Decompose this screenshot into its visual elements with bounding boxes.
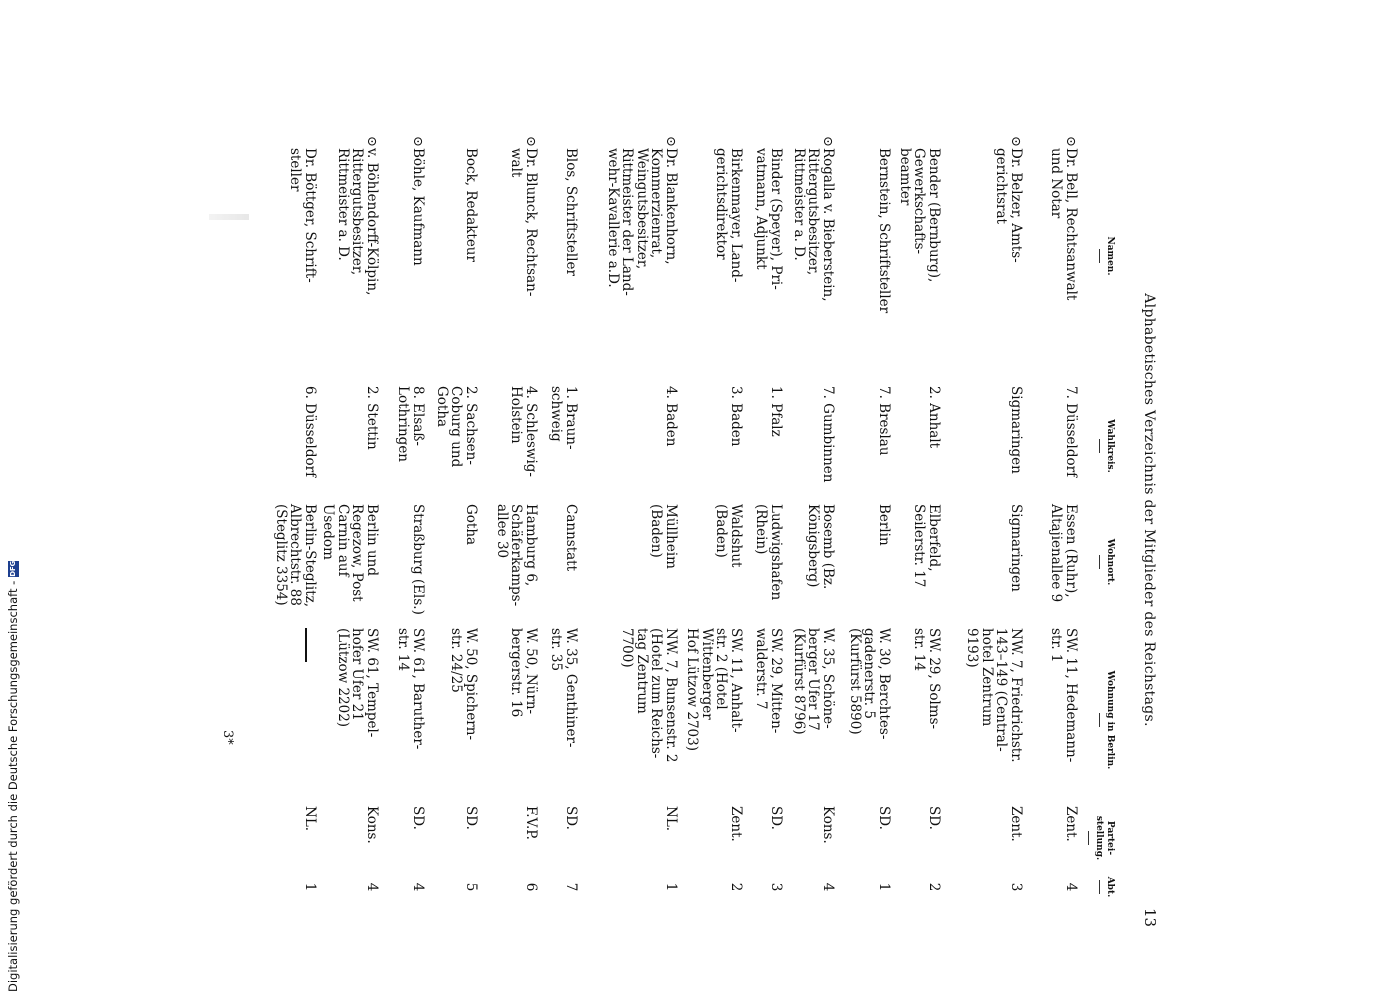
member-wahlkreis: 4. Schleswig- Holstein bbox=[508, 386, 539, 477]
member-partei: NL. bbox=[302, 806, 318, 832]
member-wohnung: W. 35, Genthiner- str. 35 bbox=[548, 628, 579, 748]
empty-dash bbox=[306, 628, 308, 662]
bullet-marker: ⊙ bbox=[1063, 136, 1078, 147]
member-wohnort: Hamburg 6, Schäferkamps- allee 30 bbox=[494, 504, 539, 607]
member-abteilung: 7 bbox=[563, 882, 579, 892]
footnote-text: Digitalisierung gefördert durch die Deutsche Forschungsgemeinschaft - bbox=[6, 580, 20, 992]
digitization-footnote bbox=[6, 560, 20, 992]
member-wahlkreis: 7. Gumbinnen bbox=[820, 386, 836, 483]
member-wohnort: Berlin bbox=[876, 504, 892, 546]
member-abteilung: 1 bbox=[876, 882, 892, 892]
member-wohnung: SW. 29, Mitten- walderstr. 7 bbox=[753, 628, 784, 734]
bullet-marker: ⊙ bbox=[364, 136, 379, 147]
member-partei: Zent. bbox=[1063, 806, 1079, 842]
bullet-marker: ⊙ bbox=[523, 136, 538, 147]
member-wohnort: Sigmaringen bbox=[1008, 504, 1024, 592]
member-wohnort: Ludwigshafen (Rhein) bbox=[753, 504, 784, 601]
member-partei: SD. bbox=[410, 806, 426, 830]
member-wohnung: W. 35, Schöne- berger Ufer 17 (Kurfürst 8796) bbox=[791, 628, 836, 735]
member-name: Dr. Böttger, Schrift- steller bbox=[287, 148, 318, 283]
member-name: Blos, Schriftsteller bbox=[563, 148, 579, 276]
member-abteilung: 4 bbox=[364, 882, 380, 892]
column-header-name-label: Namen. bbox=[1105, 236, 1115, 276]
column-header-partei-label: Partei- stellung. bbox=[1094, 815, 1115, 861]
bullet-marker: ⊙ bbox=[663, 136, 678, 147]
member-name: Bernstein, Schriftsteller bbox=[876, 148, 892, 314]
member-wahlkreis: 7. Breslau bbox=[876, 386, 892, 456]
column-header-name bbox=[1099, 196, 1115, 316]
member-wohnung-empty bbox=[303, 628, 318, 806]
member-name: Bender (Bernburg), Gewerkschafts- beamter bbox=[897, 148, 942, 283]
member-wahlkreis: 3. Baden bbox=[728, 386, 744, 447]
member-name: v. Böhlendorff-Kölpin, Rittergutsbesitzer, Rittmeister a. D. bbox=[335, 148, 380, 296]
member-wahlkreis: Sigmaringen bbox=[1008, 386, 1024, 474]
member-partei: Kons. bbox=[364, 806, 380, 844]
member-wahlkreis: 6. Düsseldorf bbox=[302, 386, 318, 478]
page-number: 13 bbox=[1141, 908, 1159, 928]
member-wohnung: NW. 7, Friedrichstr. 143–149 (Central- hotel Zentrum 9193) bbox=[964, 628, 1024, 763]
member-wahlkreis: 1. Pfalz bbox=[768, 386, 784, 437]
column-header-wohnort bbox=[1099, 512, 1115, 612]
column-header-wohnung bbox=[1099, 650, 1115, 790]
member-name: Dr. Belzer, Amts- gerichtsrat bbox=[993, 148, 1024, 263]
member-abteilung: 1 bbox=[302, 882, 318, 892]
member-name: Dr. Blankenhorn, Kommerzienrat, Weingutsbesitzer, Rittmeister der Land- wehr-Kavallerie a.D. bbox=[605, 148, 679, 296]
member-abteilung: 4 bbox=[410, 882, 426, 892]
column-header-abt-label: Abt. bbox=[1105, 876, 1115, 898]
member-wohnort: Essen (Ruhr), Altajienallee 9 bbox=[1048, 504, 1079, 603]
member-partei: SD. bbox=[876, 806, 892, 830]
member-wahlkreis: 2. Sachsen- Coburg und Gotha bbox=[434, 386, 479, 468]
member-wohnort: Berlin-Steglitz, Albrechtstr. 88 (Steglitz 3354) bbox=[273, 504, 318, 608]
member-wohnung: SW. 11, Anhalt- str. 2 (Hotel Wittenberger Hof Lützow 2703) bbox=[684, 628, 744, 751]
member-wohnort: Waldshut (Baden) bbox=[713, 504, 744, 568]
member-wohnort: Elberfeld, Seilerstr. 17 bbox=[911, 504, 942, 588]
member-abteilung: 4 bbox=[820, 882, 836, 892]
member-wahlkreis: 2. Anhalt bbox=[926, 386, 942, 449]
member-name: Birkenmayer, Land- gerichtsdirektor bbox=[713, 148, 744, 283]
member-wohnung: W. 50, Spichern- str. 24/25 bbox=[448, 628, 479, 741]
member-wohnung: SW. 29, Solms- str. 14 bbox=[911, 628, 942, 730]
member-abteilung: 3 bbox=[768, 882, 784, 892]
column-header-wahlkreis-label: Wahlkreis. bbox=[1105, 419, 1115, 473]
member-abteilung: 1 bbox=[663, 882, 679, 892]
bullet-marker: ⊙ bbox=[1008, 136, 1023, 147]
scan-smudge bbox=[209, 214, 249, 220]
column-header-wahlkreis bbox=[1099, 396, 1115, 496]
member-partei: Zent. bbox=[1008, 806, 1024, 842]
member-partei: F.V.P. bbox=[523, 806, 539, 840]
member-wohnort: Müllheim (Baden) bbox=[648, 504, 679, 569]
dfg-logo-icon: DFG bbox=[9, 560, 17, 577]
member-wohnung: NW. 7, Bunsenstr. 2 (Hotel zum Reichs- tag Zentrum 7700) bbox=[619, 628, 679, 763]
member-wohnung: SW. 61, Tempel- hofer Ufer 21 (Lützow 2202) bbox=[335, 628, 380, 738]
bullet-marker: ⊙ bbox=[820, 136, 835, 147]
member-wahlkreis: 7. Düsseldorf bbox=[1063, 386, 1079, 478]
member-partei: Zent. bbox=[728, 806, 744, 842]
member-name: Rogalla v. Bieberstein, Rittergutsbesitzer, Rittmeister a. D. bbox=[791, 148, 836, 302]
member-wohnung: W. 50, Nürn- bergerstr. 16 bbox=[508, 628, 539, 718]
column-header-abt bbox=[1099, 872, 1115, 902]
member-abteilung: 2 bbox=[728, 882, 744, 892]
member-wahlkreis: 1. Braun- schweig bbox=[548, 386, 579, 450]
member-partei: SD. bbox=[768, 806, 784, 830]
member-name: Böhle, Kaufmann bbox=[410, 148, 426, 266]
member-wohnort: Gotha bbox=[463, 504, 479, 546]
member-wohnort: Straßburg (Els.) bbox=[410, 504, 426, 615]
member-wahlkreis: 4. Baden bbox=[663, 386, 679, 447]
member-abteilung: 5 bbox=[463, 882, 479, 892]
member-abteilung: 4 bbox=[1063, 882, 1079, 892]
member-wohnort: Cannstatt bbox=[563, 504, 579, 572]
bullet-marker: ⊙ bbox=[410, 136, 425, 147]
column-header-wohnort-label: Wohnort. bbox=[1105, 538, 1115, 586]
member-abteilung: 3 bbox=[1008, 882, 1024, 892]
column-header-partei bbox=[1088, 808, 1115, 868]
member-name: Bock, Redakteur bbox=[463, 148, 479, 262]
member-partei: SD. bbox=[463, 806, 479, 830]
member-name: Binder (Speyer), Pri- vatmann, Adjunkt bbox=[753, 148, 784, 290]
member-wahlkreis: 2. Stettin bbox=[364, 386, 380, 450]
member-partei: SD. bbox=[563, 806, 579, 830]
member-partei: Kons. bbox=[820, 806, 836, 844]
member-wohnung: W. 30, Berchtes- gadenerstr. 5 (Kurfürst 5890) bbox=[847, 628, 892, 740]
member-wohnung: SW. 61, Baruther- str. 14 bbox=[395, 628, 426, 750]
page-title: Alphabetisches Verzeichnis der Mitglieder des Reichstags. bbox=[1141, 293, 1157, 727]
column-header-wohnung-label: Wohnung in Berlin. bbox=[1105, 670, 1115, 770]
member-abteilung: 2 bbox=[926, 882, 942, 892]
member-partei: SD. bbox=[926, 806, 942, 830]
member-name: Dr. Blunck, Rechtsan- walt bbox=[508, 148, 539, 297]
member-abteilung: 6 bbox=[523, 882, 539, 892]
member-partei: NL. bbox=[663, 806, 679, 832]
member-wohnort: Berlin und Regezow, Post Carnin auf Usedom bbox=[320, 504, 380, 602]
member-wohnung: SW. 11, Hedemann- str. 1 bbox=[1048, 628, 1079, 763]
member-name: Dr. Bell, Rechtsanwalt und Notar bbox=[1048, 148, 1079, 301]
signature-mark: 3* bbox=[220, 730, 235, 745]
member-wohnort: Bosemb (Bz. Königsberg) bbox=[805, 504, 836, 590]
member-wahlkreis: 8. Elsaß- Lothringen bbox=[395, 386, 426, 463]
